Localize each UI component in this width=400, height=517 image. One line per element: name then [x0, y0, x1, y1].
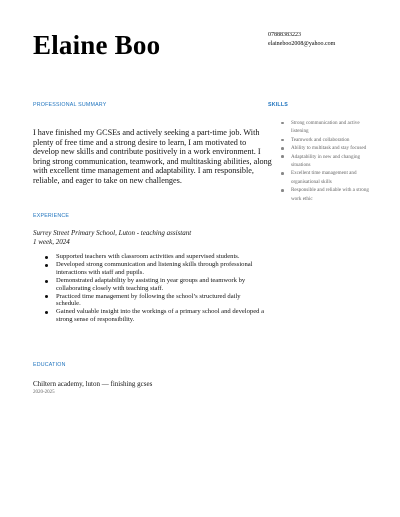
candidate-name: Elaine Boo: [33, 30, 161, 60]
experience-entry-title: [33, 229, 263, 246]
list-item: Adaptability in new and changing situations: [280, 153, 372, 170]
list-item: Ability to multitask and stay focused: [280, 144, 372, 152]
list-item: Teamwork and collaboration: [280, 136, 372, 144]
education-school: Chiltern academy, luton — finishing gcses: [33, 380, 153, 388]
summary-heading: PROFESSIONAL SUMMARY: [33, 102, 107, 108]
list-item: Strong communication and active listening: [280, 119, 372, 136]
experience-role: Surrey Street Primary School, Luton - teaching assistant: [33, 229, 192, 237]
education-heading: EDUCATION: [33, 362, 66, 368]
experience-duration: 1 week, 2024: [33, 237, 70, 246]
list-item: Developed strong communication and listening skills through professional interactions with staff and pupils.: [45, 261, 265, 277]
list-item: Responsible and reliable with a strong work ethic: [280, 186, 372, 203]
skills-list: [280, 119, 372, 203]
summary-text: I have finished my GCSEs and actively seeking a part-time job. With plenty of free time and a strong desire to learn, I am motivated to develop new skills and contribute positively in a work environment. I bring strong communication, teamwork, and multitasking abilities, along with excellent time management and adaptability. I am responsible, reliable, and eager to take on new challenges.: [33, 128, 272, 185]
skills-heading: SKILLS: [268, 102, 289, 108]
contact-info: [268, 31, 335, 49]
experience-heading: EXPERIENCE: [33, 213, 70, 219]
email-address: elaineboo2008@yahoo.com: [268, 41, 336, 47]
list-item: Gained valuable insight into the workings of a primary school and developed a strong sense of responsibility.: [45, 308, 265, 324]
list-item: Supported teachers with classroom activities and supervised students.: [45, 253, 265, 261]
phone-number: 07888383223: [268, 32, 301, 38]
list-item: Excellent time management and organisational skills: [280, 169, 372, 186]
list-item: Practiced time management by following the school’s structured daily schedule.: [45, 293, 265, 309]
list-item: Demonstrated adaptability by assisting in year groups and teamwork by collaborating closely with teaching staff.: [45, 277, 265, 293]
education-years: 2020-2025: [33, 390, 55, 395]
experience-bullets: [45, 253, 265, 324]
